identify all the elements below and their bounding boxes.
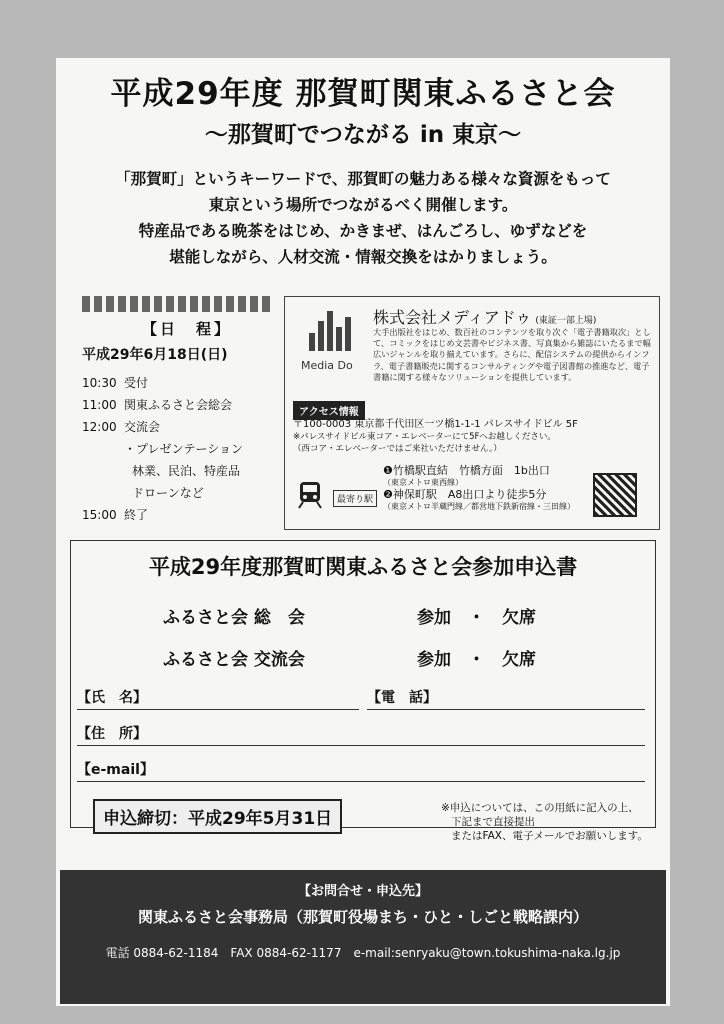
flyer xyxy=(56,58,670,1006)
company-info-box xyxy=(284,296,660,530)
film-strip-decoration xyxy=(82,296,272,312)
intro-line: 東京という場所でつながるべく開催します。 xyxy=(208,196,518,214)
contact-footer xyxy=(60,870,666,1004)
attendance-choice[interactable]: 参加 ・ 欠席 xyxy=(417,650,536,670)
phone-label: 【電 話】 xyxy=(367,690,437,706)
name-label: 【氏 名】 xyxy=(77,690,147,706)
schedule-heading: 【日 程】 xyxy=(142,320,233,338)
contact-info[interactable]: 電話 0884-62-1184 FAX 0884-62-1177 e-mail:senryaku@town.tokushima-naka.lg.jp xyxy=(105,946,621,960)
contact-office: 関東ふるさと会事務局（那賀町役場まち・ひと・しごと戦略課内） xyxy=(137,908,588,926)
media-do-logo: Media Do xyxy=(293,303,373,383)
form-option-label: ふるさと会 総 会 xyxy=(163,608,305,628)
email-field[interactable] xyxy=(77,781,645,782)
attendance-choice[interactable]: 参加 ・ 欠席 xyxy=(417,608,536,628)
application-form xyxy=(70,540,656,842)
access-label: アクセス情報 xyxy=(293,401,365,420)
submission-note: ※申込については、この用紙に記入の上、 下記まで直接提出 またはFAX、電子メールでお願いします。 xyxy=(441,802,648,842)
schedule-row: 11:00 関東ふるさと会総会 xyxy=(82,398,233,412)
schedule-row: 林業、民泊、特産品 xyxy=(132,464,241,478)
schedule-row: ・プレゼンテーション xyxy=(124,442,244,456)
schedule-panel xyxy=(82,296,272,532)
form-option-label: ふるさと会 交流会 xyxy=(163,650,305,670)
email-label: 【e-mail】 xyxy=(77,762,154,778)
schedule-row: 10:30 受付 xyxy=(82,376,149,390)
contact-heading: 【お問合せ・申込先】 xyxy=(297,884,428,899)
schedule-row: 12:00 交流会 xyxy=(82,420,161,434)
company-description: 大手出版社をはじめ、数百社のコンテンツを取り次ぐ「電子書籍取次」として、コミックをはじめ文芸書やビジネス書、写真集から雑誌にいたるまで幅広いジャンルを取り揃えています。さらに、配信システムの提供からインフラ、電子書籍販売に関するコンサルティングや電子図書館の推進など、電子書籍に関する様々なソリューションを提供しています。 xyxy=(373,327,651,382)
intro-line: 堪能しながら、人材交流・情報交換をはかりましょう。 xyxy=(169,248,557,266)
station-list: ❶竹橋駅直結 竹橋方面 1b出口 （東京メトロ東西線） ❷神保町駅 A8出口より徒歩5分 （東京メトロ半蔵門線／都営地下鉄新宿線・三田線） xyxy=(383,464,575,511)
address-label: 【住 所】 xyxy=(77,726,147,742)
qr-code xyxy=(593,473,637,517)
name-field[interactable] xyxy=(77,709,359,710)
page-subtitle: 〜那賀町でつながる in 東京〜 xyxy=(204,122,522,148)
phone-field[interactable] xyxy=(367,709,645,710)
intro-line: 「那賀町」というキーワードで、那賀町の魅力ある様々な資源をもって xyxy=(115,170,611,188)
schedule-row: 15:00 終了 xyxy=(82,508,149,522)
schedule-row: ドローンなど xyxy=(132,486,204,500)
company-name: 株式会社メディアドゥ (東証一部上場) xyxy=(373,308,597,327)
page-title: 平成29年度 那賀町関東ふるさと会 xyxy=(110,76,616,112)
schedule-date: 平成29年6月18日(日) xyxy=(82,347,228,363)
intro-line: 特産品である晩茶をはじめ、かきまぜ、はんごろし、ゆずなどを xyxy=(138,222,588,240)
address-field[interactable] xyxy=(77,745,645,746)
deadline-badge: 申込締切：平成29年5月31日 xyxy=(93,799,342,834)
nearest-station-label: 最寄り駅 xyxy=(333,490,377,507)
intro-text xyxy=(76,166,650,270)
company-address: 〒100-0003 東京都千代田区一ツ橋1-1-1 パレスサイドビル 5F ※パレスサイドビル東コア・エレベーターにて5Fへお越しください。 （西コア・エレベーターではご来社いただけません。） xyxy=(293,419,578,454)
form-title: 平成29年度那賀町関東ふるさと会参加申込書 xyxy=(148,555,578,579)
train-icon xyxy=(295,479,325,509)
